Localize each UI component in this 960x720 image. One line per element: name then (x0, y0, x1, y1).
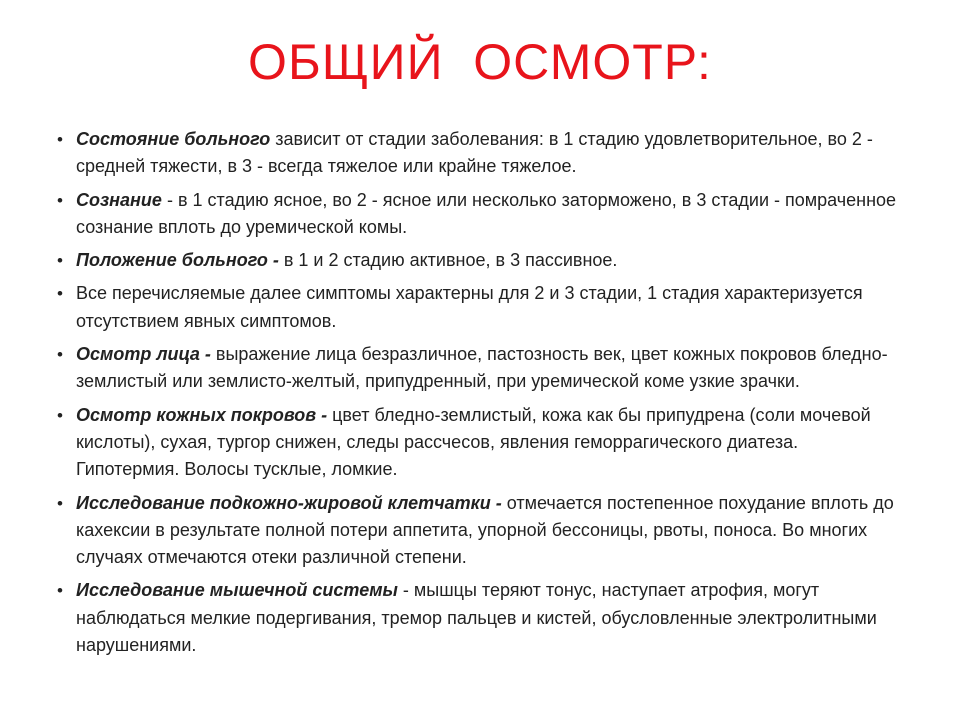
bullet-term: Осмотр лица - (76, 344, 216, 365)
bullet-text: Все перечисляемые далее симптомы характерны для 2 и 3 стадии, 1 стадия характеризуется отсутствием явных симптомов. (76, 283, 863, 331)
bullet-list (56, 126, 906, 659)
bullet-item (56, 247, 906, 274)
bullet-icon: • (57, 581, 63, 601)
bullet-item (56, 490, 906, 572)
bullet-icon: • (57, 130, 63, 149)
bullet-item (56, 280, 906, 335)
bullet-term: Осмотр кожных покровов - (76, 404, 333, 425)
bullet-item (56, 341, 906, 396)
bullet-text: выражение лица безразличное, пастозность век, цвет кожных покровов бледно-землистый или землисто-желтый, припудренный, при уремической коме узкие зрачки. (76, 344, 888, 392)
bullet-icon: • (57, 251, 63, 271)
bullet-text: в 1 и 2 стадию активное, в 3 пассивное. (283, 250, 618, 271)
bullet-icon: • (57, 493, 63, 513)
bullet-text: отмечается постепенное похудание вплоть до кахексии в результате полной потери аппетита, упорной бессоницы, рвоты, поноса. Во многих случаях отмечаются отеки различной степени. (76, 492, 894, 568)
bullet-text: зависит от стадии заболевания: в 1 стадию удовлетворительное, во 2 - средней тяжести, в 3 - всегда тяжелое или крайне тяжелое. (76, 129, 873, 177)
bullet-icon: • (57, 345, 63, 365)
bullet-term: Положение больного - (76, 250, 284, 271)
bullet-term: Исследование мышечной системы (76, 580, 398, 601)
bullet-term: Сознание (76, 189, 162, 210)
bullet-term: Состояние больного (76, 129, 271, 149)
bullet-term: Исследование подкожно-жировой клетчатки - (76, 492, 507, 513)
bullet-item (56, 402, 906, 484)
bullet-icon: • (57, 190, 63, 210)
bullet-text: цвет бледно-землистый, кожа как бы припудрена (соли мочевой кислоты), сухая, тургор снижен, следы рассчесов, явления геморрагического диатеза. Гипотермия. Волосы тусклые, ломкие. (76, 404, 871, 480)
bullet-item (56, 577, 906, 659)
bullet-icon: • (57, 405, 63, 425)
bullet-text: - в 1 стадию ясное, во 2 - ясное или несколько заторможено, в 3 стадии - помраченное сознание вплоть до уремической комы. (76, 189, 897, 237)
bullet-icon: • (57, 284, 63, 304)
bullet-item (56, 187, 906, 242)
bullet-text: - мышцы теряют тонус, наступает атрофия, могут наблюдаться мелкие подергивания, тремор пальцев и кистей, обусловленные электролитными нарушениями. (76, 580, 877, 656)
bullet-item (56, 126, 906, 181)
slide-title: ОБЩИЙ ОСМОТР: (248, 34, 712, 90)
